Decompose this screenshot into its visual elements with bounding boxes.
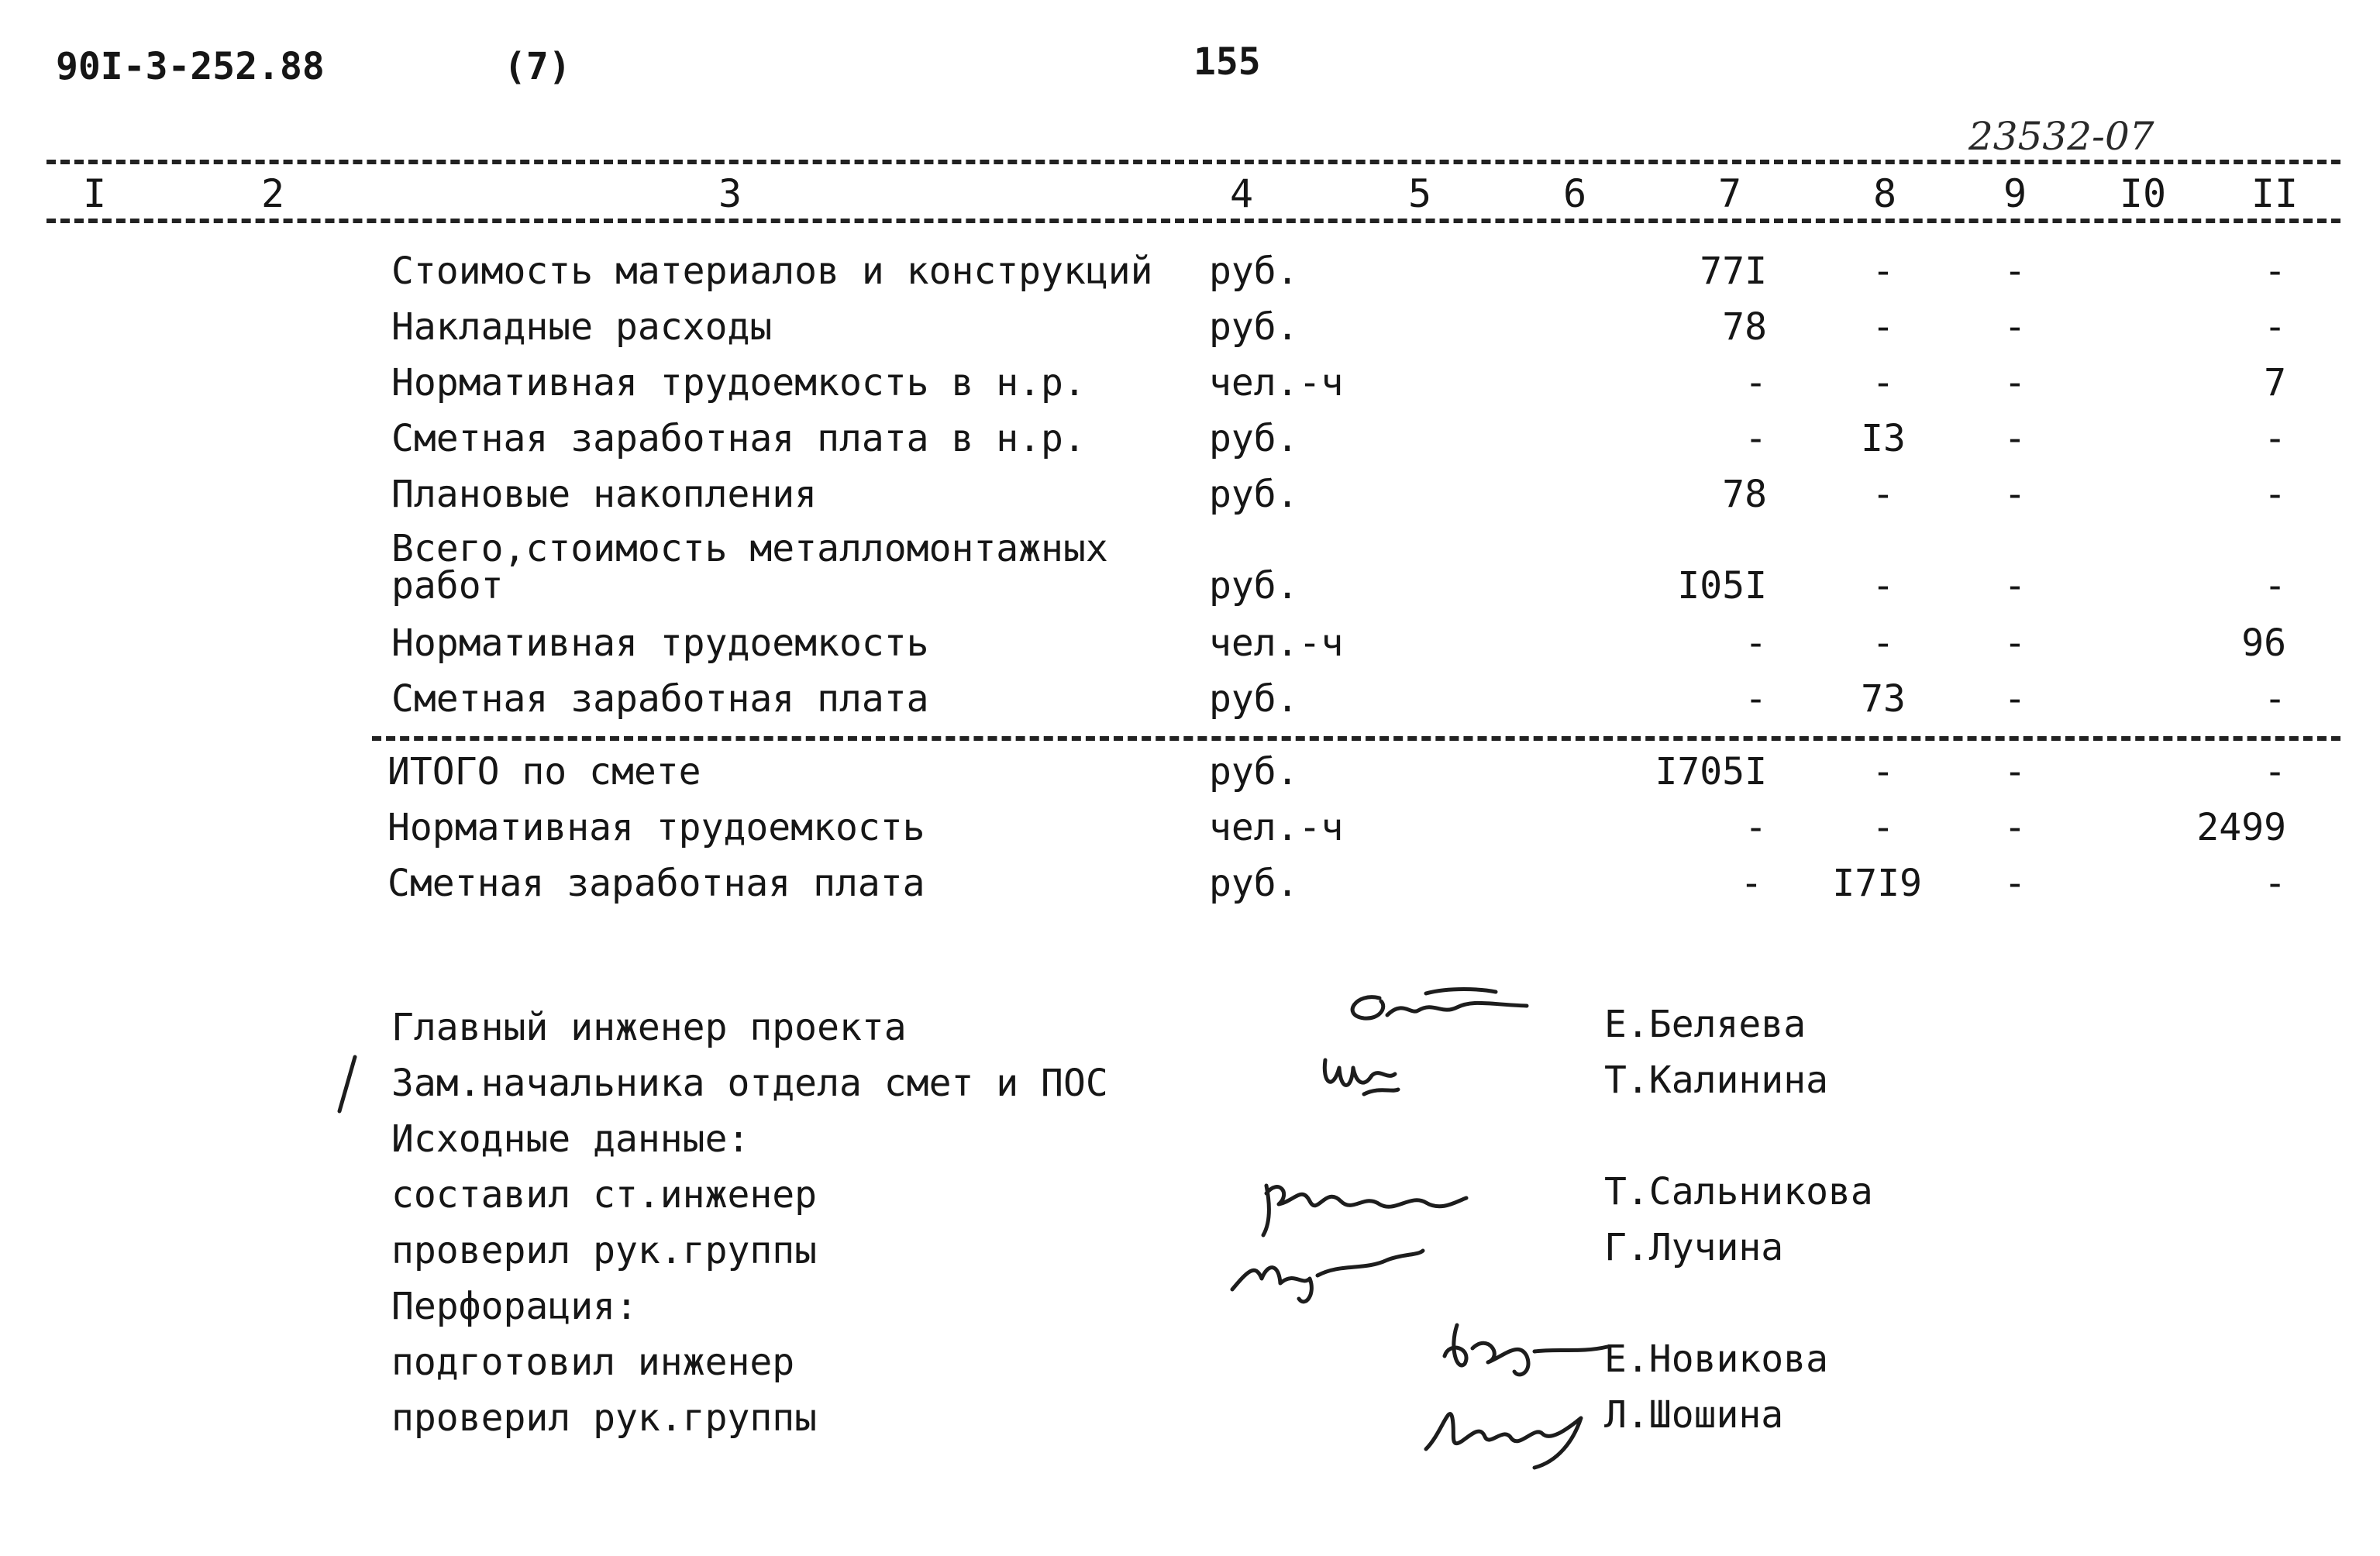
- signature-role: проверил рук.группы: [391, 1229, 818, 1272]
- cell-col8: -: [1872, 621, 1895, 665]
- header-bottom-rule: [46, 219, 2340, 223]
- cell-col7: 78: [1722, 473, 1767, 516]
- part-number: (7): [504, 45, 571, 88]
- cell-col9: -: [2003, 862, 2027, 905]
- cell-col9: -: [2003, 806, 2027, 849]
- row-name: Стоимость материалов и конструкций: [391, 250, 1153, 293]
- cell-col11: -: [2264, 417, 2286, 460]
- cell-col9: -: [2003, 750, 2027, 793]
- cell-col9: -: [2003, 564, 2027, 608]
- signature-role: Главный инженер проекта: [391, 1006, 907, 1049]
- cell-col7: 78: [1722, 305, 1767, 349]
- cell-col7: -: [1745, 417, 1767, 460]
- col-header-11: II: [2251, 171, 2299, 216]
- row-name: Плановые накопления: [391, 473, 818, 516]
- section-label: Исходные данные:: [391, 1117, 750, 1161]
- cell-col11: -: [2264, 750, 2286, 793]
- signature-name: Е.Беляева: [1604, 1003, 1807, 1046]
- row-unit: руб.: [1209, 564, 1299, 608]
- cell-col8: -: [1872, 361, 1895, 404]
- signature-name: Т.Сальникова: [1604, 1170, 1873, 1213]
- cell-col7: -: [1745, 677, 1767, 721]
- cell-col11: -: [2264, 305, 2286, 349]
- document-code: 90I-3-252.88: [56, 45, 325, 88]
- col-header-9: 9: [2003, 171, 2027, 216]
- row-unit: руб.: [1209, 677, 1299, 721]
- row-unit: чел.-ч: [1209, 621, 1344, 665]
- row-unit: руб.: [1209, 305, 1299, 349]
- cell-col7: 77I: [1700, 250, 1767, 293]
- row-unit: чел.-ч: [1209, 361, 1344, 404]
- signature-role: подготовил инженер: [391, 1341, 795, 1384]
- row-name: Нормативная трудоемкость в н.р.: [391, 361, 1086, 404]
- row-unit: чел.-ч: [1209, 806, 1344, 849]
- row-name: Нормативная трудоемкость: [387, 806, 925, 849]
- cell-col7: -: [1740, 862, 1763, 905]
- row-name: работ: [391, 564, 504, 608]
- col-header-6: 6: [1562, 171, 1587, 216]
- header-top-rule: [46, 160, 2340, 164]
- handwritten-reference: 23532-07: [1968, 114, 2154, 159]
- col-header-1: I: [82, 171, 107, 216]
- row-unit: руб.: [1209, 750, 1299, 793]
- cell-col8: -: [1872, 564, 1895, 608]
- cell-col11: -: [2264, 677, 2286, 721]
- cell-col7: I705I: [1655, 750, 1767, 793]
- signature-name: Е.Новикова: [1604, 1337, 1828, 1381]
- cell-col11: 7: [2264, 361, 2286, 404]
- cell-col8: -: [1872, 806, 1895, 849]
- col-header-2: 2: [260, 171, 285, 216]
- cell-col9: -: [2003, 250, 2027, 293]
- margin-check-mark: [333, 1054, 364, 1116]
- cell-col9: -: [2003, 305, 2027, 349]
- col-header-8: 8: [1872, 171, 1897, 216]
- signature-shoshina: [1418, 1387, 1596, 1472]
- cell-col11: -: [2264, 473, 2286, 516]
- cell-col9: -: [2003, 621, 2027, 665]
- cell-col9: -: [2003, 677, 2027, 721]
- signature-salnikova: [1255, 1170, 1472, 1240]
- col-header-10: I0: [2119, 171, 2167, 216]
- cell-col7: -: [1745, 806, 1767, 849]
- cell-col11: -: [2264, 564, 2286, 608]
- cell-col11: 96: [2241, 621, 2286, 665]
- col-header-5: 5: [1407, 171, 1432, 216]
- row-unit: руб.: [1209, 862, 1299, 905]
- signature-role: составил ст.инженер: [391, 1173, 818, 1217]
- totals-divider: [372, 736, 2340, 741]
- row-unit: руб.: [1209, 250, 1299, 293]
- row-name: Сметная заработная плата: [391, 677, 929, 721]
- signature-novikova: [1434, 1317, 1612, 1387]
- signature-role: Зам.начальника отдела смет и ПОС: [391, 1062, 1108, 1105]
- cell-col9: -: [2003, 417, 2027, 460]
- signature-luchina: [1224, 1240, 1426, 1310]
- row-name: ИТОГО по смете: [387, 750, 701, 793]
- signature-belyaeva: [1333, 984, 1534, 1038]
- col-header-4: 4: [1229, 171, 1254, 216]
- cell-col8: -: [1872, 750, 1895, 793]
- col-header-7: 7: [1717, 171, 1742, 216]
- row-unit: руб.: [1209, 417, 1299, 460]
- signature-name: Л.Шошина: [1604, 1393, 1784, 1437]
- row-name: Сметная заработная плата в н.р.: [391, 417, 1086, 460]
- row-unit: руб.: [1209, 473, 1299, 516]
- col-header-3: 3: [718, 171, 742, 216]
- cell-col8: -: [1872, 305, 1895, 349]
- cell-col11: -: [2264, 250, 2286, 293]
- signature-name: Т.Калинина: [1604, 1059, 1828, 1102]
- cell-col7: -: [1745, 361, 1767, 404]
- row-name-line1: Всего,стоимость металломонтажных: [391, 527, 1108, 570]
- row-name: Нормативная трудоемкость: [391, 621, 929, 665]
- signature-kalinina: [1317, 1052, 1410, 1107]
- cell-col8: -: [1872, 250, 1895, 293]
- cell-col8: I7I9: [1832, 862, 1922, 905]
- cell-col7: -: [1745, 621, 1767, 665]
- section-label: Перфорация:: [391, 1285, 638, 1328]
- cell-col8: I3: [1861, 417, 1906, 460]
- cell-col7: I05I: [1677, 564, 1767, 608]
- row-name: Накладные расходы: [391, 305, 773, 349]
- cell-col9: -: [2003, 361, 2027, 404]
- page-number: 155: [1193, 40, 1261, 84]
- cell-col9: -: [2003, 473, 2027, 516]
- signature-role: проверил рук.группы: [391, 1396, 818, 1440]
- cell-col8: 73: [1861, 677, 1906, 721]
- cell-col11: 2499: [2196, 806, 2286, 849]
- row-name: Сметная заработная плата: [387, 862, 925, 905]
- signature-name: Г.Лучина: [1604, 1226, 1784, 1269]
- cell-col8: -: [1872, 473, 1895, 516]
- cell-col11: -: [2264, 862, 2286, 905]
